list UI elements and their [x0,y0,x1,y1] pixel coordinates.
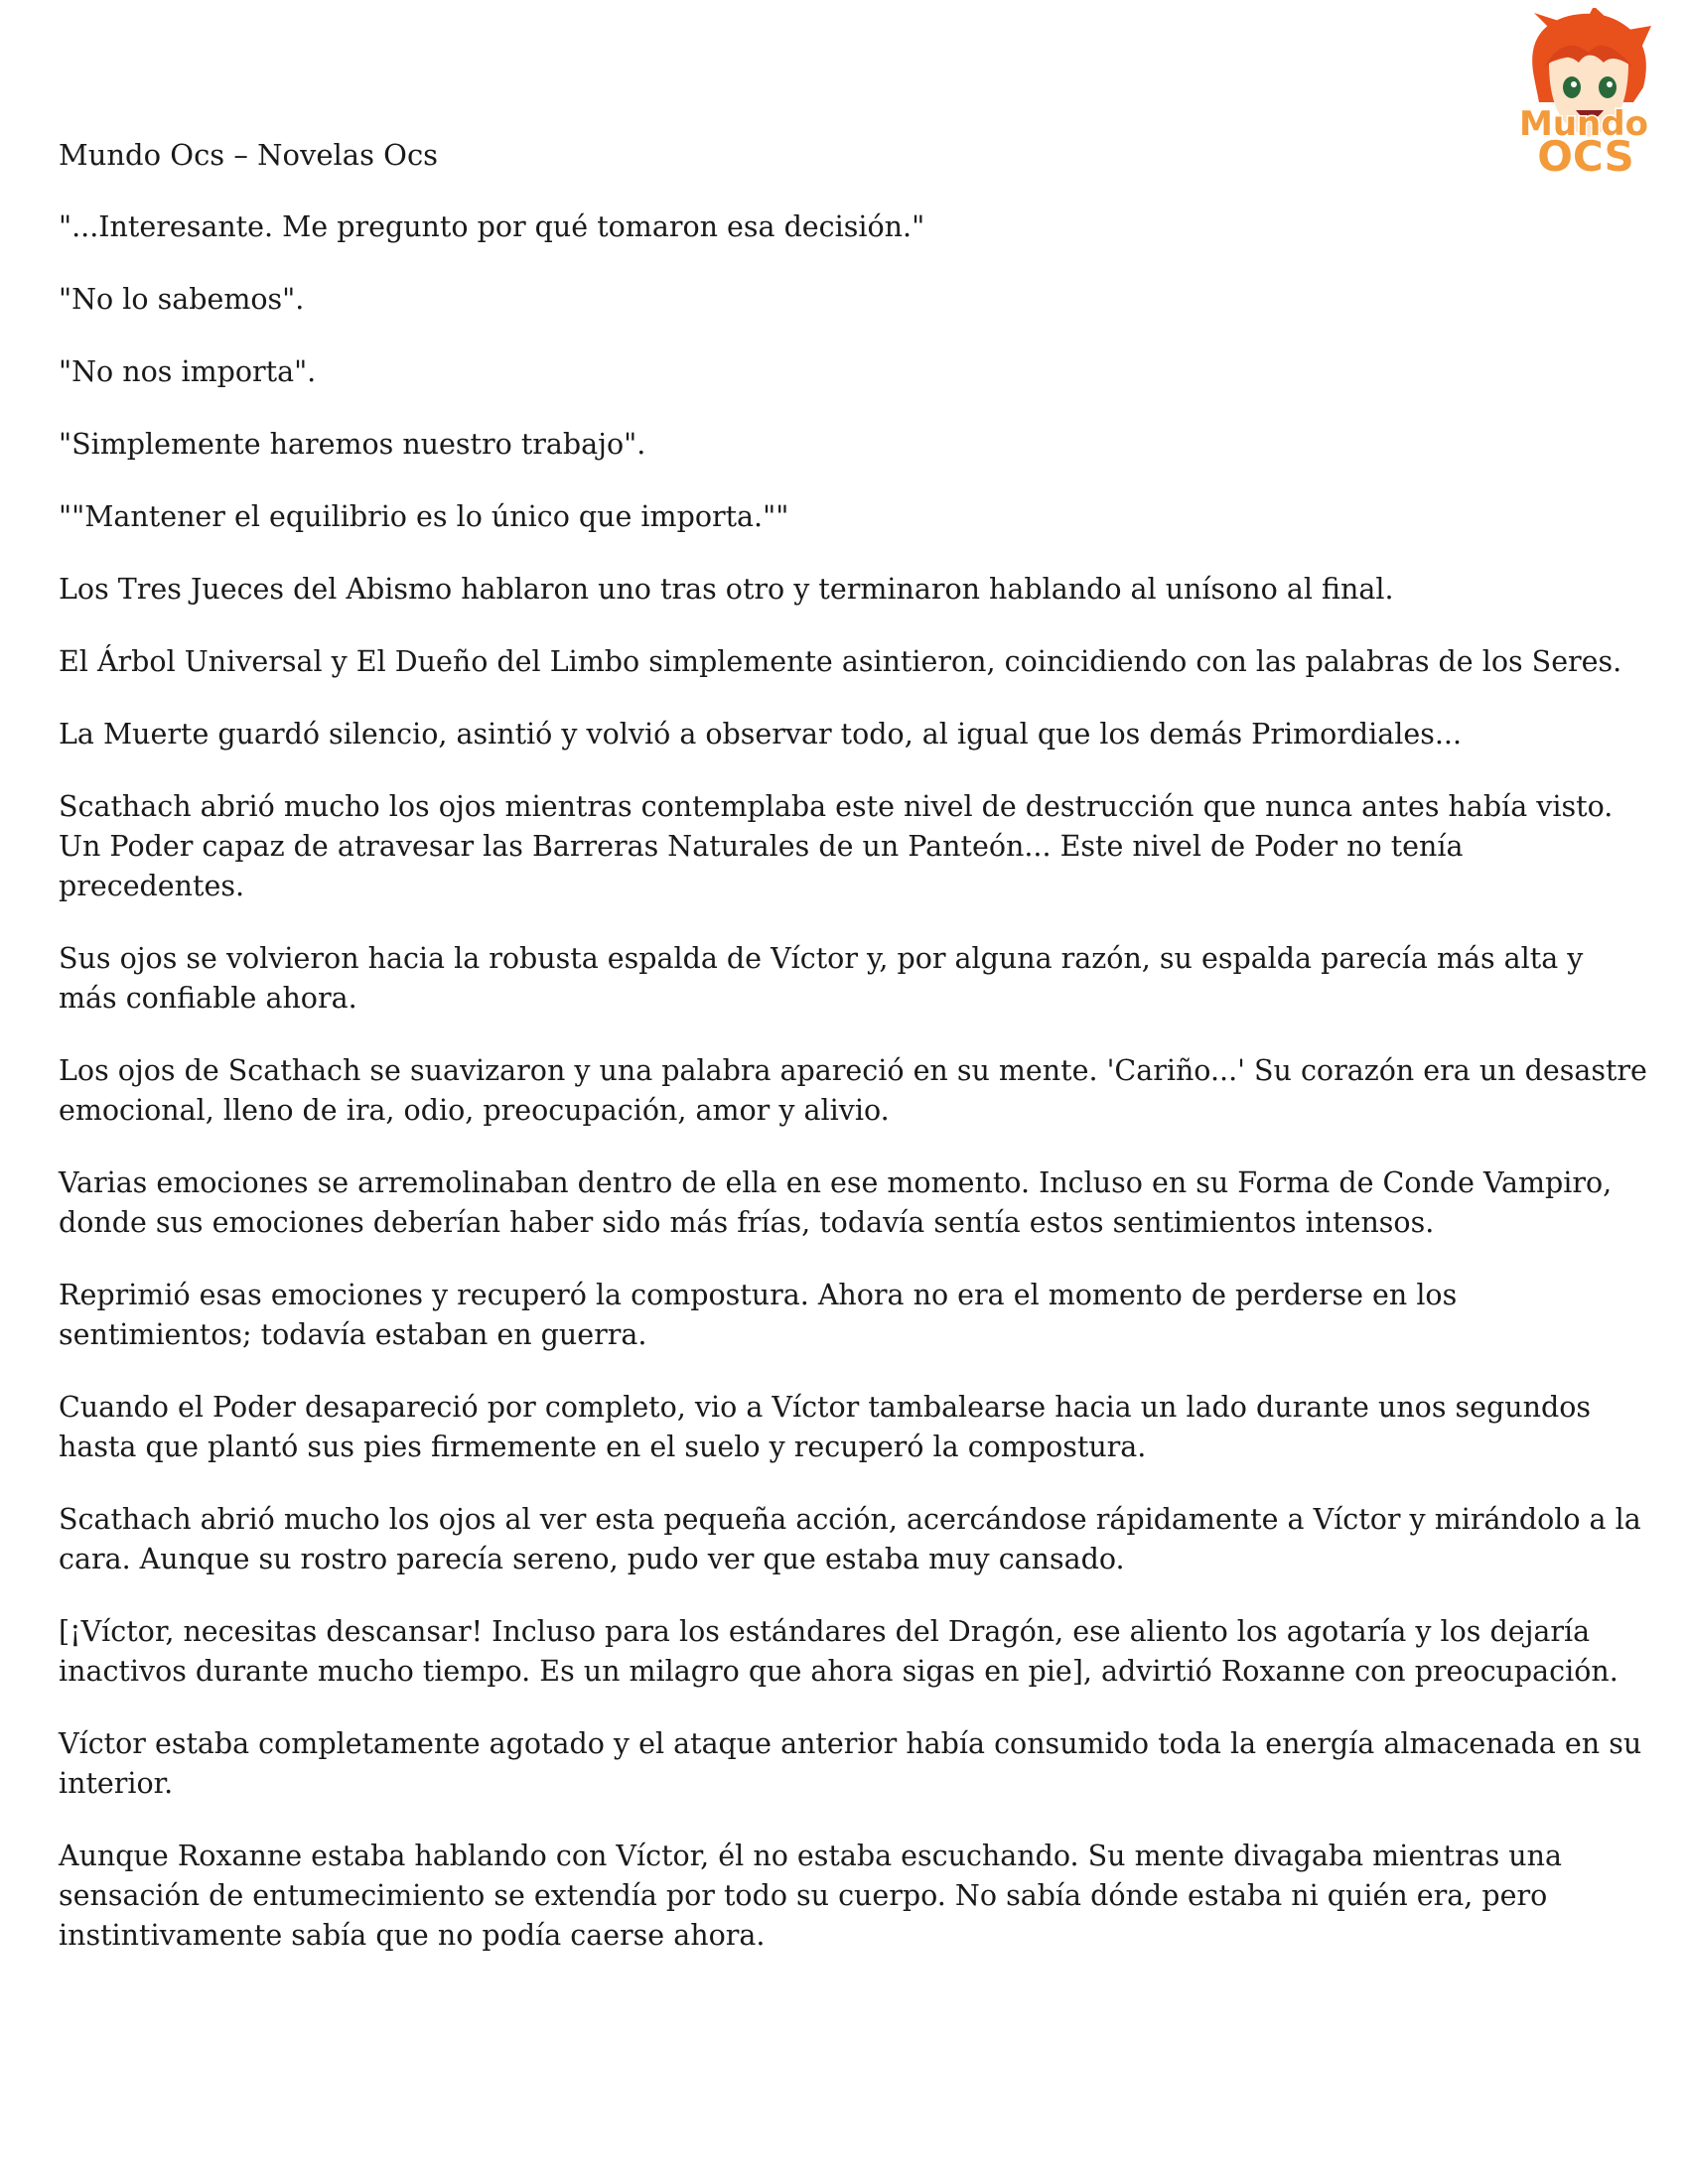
paragraph: Scathach abrió mucho los ojos al ver esta pequeña acción, acercándose rápidamente a Víctor y mirándolo a la cara. Aunque su rostro parecía sereno, pudo ver que estaba muy cansado. [59,1503,1641,1575]
document-body [59,207,1647,1988]
anime-character-logo-icon [1494,8,1673,179]
paragraph: [¡Víctor, necesitas descansar! Incluso para los estándares del Dragón, ese aliento los agotaría y los dejaría inactivos durante mucho tiempo. Es un milagro que ahora sigas en pie], advirtió Roxanne con preocupación. [59,1615,1618,1688]
paragraph: "No nos importa". [59,355,317,388]
paragraph: Aunque Roxanne estaba hablando con Víctor, él no estaba escuchando. Su mente divagaba mientras una sensación de entumecimiento se extendía por todo su cuerpo. No sabía dónde estaba ni quién era, pero instintivamente sabía que no podía caerse ahora. [59,1840,1562,1952]
paragraph: ""Mantener el equilibrio es lo único que importa."" [59,500,789,533]
svg-text:Mundo: Mundo [1519,104,1648,144]
paragraph: "No lo sabemos". [59,283,305,316]
paragraph: Reprimió esas emociones y recuperó la compostura. Ahora no era el momento de perderse en los sentimientos; todavía estaban en guerra. [59,1279,1458,1351]
paragraph: Varias emociones se arremolinaban dentro de ella en ese momento. Incluso en su Forma de Conde Vampiro, donde sus emociones deberían haber sido más frías, todavía sentía estos sentimientos intensos. [59,1166,1613,1239]
page-header-title: Mundo Ocs – Novelas Ocs [59,138,439,172]
paragraph: Víctor estaba completamente agotado y el ataque anterior había consumido toda la energía almacenada en su interior. [59,1727,1642,1800]
paragraph: "...Interesante. Me pregunto por qué tomaron esa decisión." [59,210,925,243]
paragraph: Scathach abrió mucho los ojos mientras contemplaba este nivel de destrucción que nunca antes había visto. Un Poder capaz de atravesar las Barreras Naturales de un Panteón... Este nivel de Poder no tenía precedentes. [59,790,1614,902]
paragraph: Los ojos de Scathach se suavizaron y una palabra apareció en su mente. 'Cariño...' Su corazón era un desastre emocional, lleno de ira, odio, preocupación, amor y alivio. [59,1054,1647,1127]
svg-text:OCS: OCS [1537,132,1634,179]
paragraph: "Simplemente haremos nuestro trabajo". [59,428,646,461]
paragraph: La Muerte guardó silencio, asintió y volvió a observar todo, al igual que los demás Primordiales... [59,718,1463,751]
paragraph: Cuando el Poder desapareció por completo, vio a Víctor tambalearse hacia un lado durante unos segundos hasta que plantó sus pies firmemente en el suelo y recuperó la compostura. [59,1391,1591,1463]
paragraph: Los Tres Jueces del Abismo hablaron uno tras otro y terminaron hablando al unísono al final. [59,573,1394,606]
paragraph: El Árbol Universal y El Dueño del Limbo simplemente asintieron, coincidiendo con las palabras de los Seres. [59,645,1622,678]
paragraph: Sus ojos se volvieron hacia la robusta espalda de Víctor y, por alguna razón, su espalda parecía más alta y más confiable ahora. [59,942,1584,1015]
